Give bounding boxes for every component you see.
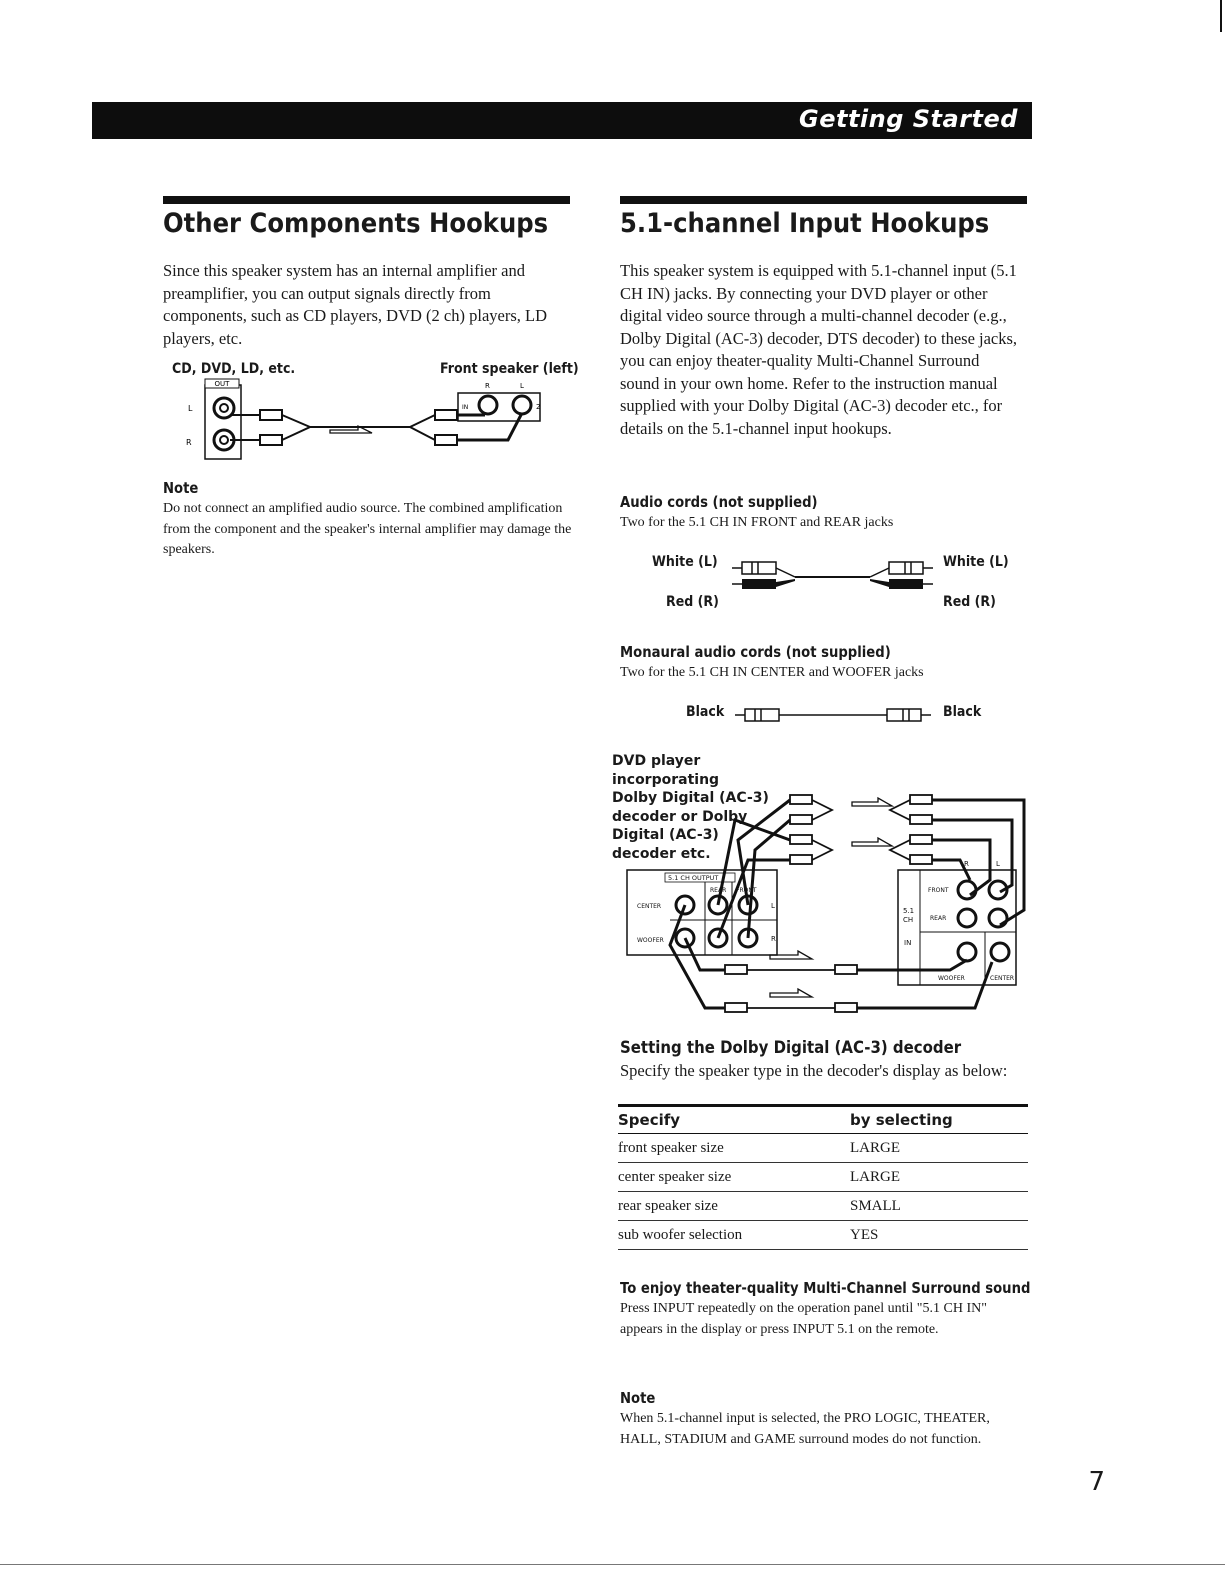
white-left-label: White (L) — [652, 554, 718, 570]
out-r-label: R — [771, 935, 776, 943]
jack-r-label: R — [186, 438, 192, 447]
audio-cords-heading: Audio cords (not supplied) — [620, 493, 818, 511]
source-jack-panel — [205, 385, 241, 459]
table-row — [618, 1192, 1028, 1221]
black-left-label: Black — [686, 704, 725, 720]
table-row — [618, 1221, 1028, 1250]
51-channel-hookup-diagram — [620, 780, 1030, 1020]
dvd-label-line: Digital (AC-3) — [612, 827, 719, 843]
mono-cord-illustration — [733, 705, 933, 725]
value-cell: LARGE — [850, 1134, 1028, 1163]
in-jack-l — [513, 396, 531, 414]
ch-output-label: 5.1 CH OUTPUT — [668, 874, 719, 882]
in-r-label: R — [964, 860, 969, 868]
in-woofer-label: WOOFER — [938, 975, 965, 982]
in-center-label: CENTER — [990, 975, 1015, 982]
dest-r-label: R — [485, 382, 490, 390]
black-right-label: Black — [943, 704, 982, 720]
table-row — [618, 1134, 1028, 1163]
in-jack-r — [479, 396, 497, 414]
col-selecting-header: by selecting — [850, 1106, 1028, 1134]
in-rear-label: REAR — [930, 915, 947, 922]
page-number: 7 — [1088, 1467, 1105, 1497]
table-row — [618, 1163, 1028, 1192]
center-in-jack — [991, 943, 1009, 961]
value-cell: LARGE — [850, 1163, 1028, 1192]
spec-cell: front speaker size — [618, 1134, 850, 1163]
right-note-text: When 5.1-channel input is selected, the PRO LOGIC, THEATER, HALL, STADIUM and GAME surround modes do not function. — [620, 1411, 990, 1447]
in-label: IN — [462, 404, 469, 411]
source-label: CD, DVD, LD, etc. — [172, 361, 296, 377]
mono-cords-desc: Two for the 5.1 CH IN CENTER and WOOFER jacks — [620, 665, 924, 680]
page-bottom-rule — [0, 1564, 1225, 1565]
front-label: FRONT — [736, 887, 757, 894]
woofer-label: WOOFER — [637, 937, 664, 944]
audio-cords-desc: Two for the 5.1 CH IN FRONT and REAR jacks — [620, 515, 894, 530]
left-note-text: Do not connect an amplified audio source. The combined amplification from the component and the speaker's internal amplifier may damage the speakers. — [163, 501, 572, 557]
red-left-label: Red (R) — [666, 594, 719, 610]
right-note-heading: Note — [620, 1389, 656, 1407]
in-ch-label: CH — [903, 916, 914, 924]
rear-label: REAR — [710, 887, 727, 894]
right-section-title: 5.1-channel Input Hookups — [620, 208, 990, 239]
left-section-rule — [163, 196, 570, 204]
in-l-label: L — [996, 860, 1000, 868]
table-header-row — [618, 1106, 1028, 1134]
enjoy-heading: To enjoy theater-quality Multi-Channel Surround sound — [620, 1279, 1031, 1297]
enjoy-text: Press INPUT repeatedly on the operation panel until "5.1 CH IN" appears in the display or press INPUT 5.1 on the remote. — [620, 1301, 987, 1337]
decoder-desc: Specify the speaker type in the decoder's display as below: — [620, 1061, 1008, 1080]
spec-cell: rear speaker size — [618, 1192, 850, 1221]
white-right-label: White (L) — [943, 554, 1009, 570]
signal-arrow — [770, 989, 812, 997]
mono-cords-heading: Monaural audio cords (not supplied) — [620, 643, 891, 661]
dest-l-label: L — [520, 382, 524, 390]
spec-cell: sub woofer selection — [618, 1221, 850, 1250]
col-specify-header: Specify — [618, 1106, 850, 1134]
dest-num: 2 — [536, 403, 541, 411]
dvd-label-line: decoder or Dolby — [612, 808, 748, 825]
signal-arrow — [852, 798, 892, 806]
woofer-in-jack — [958, 943, 976, 961]
decoder-settings-table — [618, 1104, 1028, 1250]
in-51-label: 5.1 — [903, 907, 915, 915]
left-note-heading: Note — [163, 479, 199, 497]
center-label: CENTER — [637, 903, 662, 910]
dvd-label-line: incorporating — [612, 771, 720, 788]
decoder-heading: Setting the Dolby Digital (AC-3) decoder — [620, 1038, 962, 1058]
page-edge-mark — [1220, 0, 1222, 32]
left-intro-text: Since this speaker system has an internal amplifier and preamplifier, you can output signals directly from components, such as CD players, DVD (2 ch) players, LD players, etc. — [163, 261, 547, 348]
out-l-label: L — [771, 902, 775, 910]
value-cell: SMALL — [850, 1192, 1028, 1221]
rear-r-in-jack — [958, 909, 976, 927]
signal-arrow — [852, 838, 892, 846]
dvd-label-line: Dolby Digital (AC-3) — [612, 790, 769, 806]
rear-l-in-jack — [989, 909, 1007, 927]
other-components-diagram — [160, 375, 580, 465]
stereo-cord-illustration — [730, 555, 935, 600]
red-right-label: Red (R) — [943, 594, 996, 610]
dest-label: Front speaker (left) — [440, 361, 579, 377]
in-in-label: IN — [904, 939, 912, 947]
in-front-label: FRONT — [928, 887, 949, 894]
left-section-title: Other Components Hookups — [163, 208, 549, 239]
section-label: Getting Started — [799, 105, 1018, 133]
value-cell: YES — [850, 1221, 1028, 1250]
header-bar — [92, 102, 1032, 139]
spec-cell: center speaker size — [618, 1163, 850, 1192]
out-label: OUT — [214, 380, 230, 388]
right-section-rule — [620, 196, 1027, 204]
front-r-in-jack — [958, 881, 976, 899]
dvd-label-line: DVD player — [612, 753, 701, 769]
jack-l-label: L — [188, 404, 193, 413]
right-intro-text: This speaker system is equipped with 5.1-channel input (5.1 CH IN) jacks. By connecting your DVD player or other digital video source through a multi-channel decoder (e.g., Dolby Digital (AC-3) decoder, DTS decoder) to these jacks, you can enjoy theater-quality Multi-Channel Surround sound in your own home. Refer to the instruction manual supplied with your Dolby Digital (AC-3) decoder etc., for details on the 5.1-channel input hookups. — [620, 261, 1018, 438]
dvd-label-line: decoder etc. — [612, 845, 711, 862]
